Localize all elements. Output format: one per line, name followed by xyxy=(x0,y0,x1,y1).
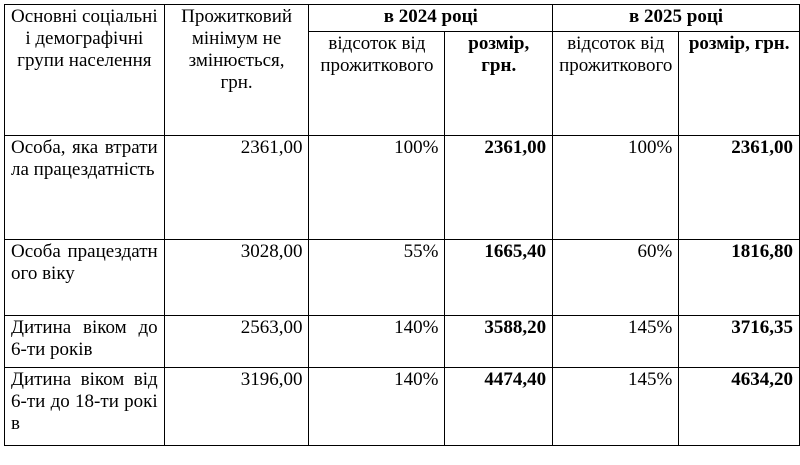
header-year-2024: в 2024 році xyxy=(309,5,553,32)
percent-2025-cell: 60% xyxy=(553,240,679,316)
group-cell: Дитина віком від 6-ти до 18-ти років xyxy=(5,368,165,446)
min-cell: 3028,00 xyxy=(164,240,309,316)
size-2025-cell: 2361,00 xyxy=(679,136,800,240)
header-percent-2024: відсоток від прожиткового xyxy=(309,32,445,136)
size-2024-cell: 4474,40 xyxy=(445,368,553,446)
group-cell: Особа працездатного віку xyxy=(5,240,165,316)
header-size-2024: розмір, грн. xyxy=(445,32,553,136)
header-year-2025: в 2025 році xyxy=(553,5,800,32)
percent-2024-cell: 100% xyxy=(309,136,445,240)
table-row xyxy=(5,136,800,240)
percent-2024-cell: 140% xyxy=(309,368,445,446)
size-2025-cell: 4634,20 xyxy=(679,368,800,446)
percent-2024-cell: 55% xyxy=(309,240,445,316)
percent-2024-cell: 140% xyxy=(309,316,445,368)
header-group: Основні соціальні і демографічні групи населення xyxy=(5,5,165,136)
percent-2025-cell: 145% xyxy=(553,368,679,446)
subsistence-minimum-table xyxy=(4,4,800,446)
size-2024-cell: 1665,40 xyxy=(445,240,553,316)
document-page xyxy=(4,4,800,446)
min-cell: 3196,00 xyxy=(164,368,309,446)
size-2025-cell: 3716,35 xyxy=(679,316,800,368)
group-cell: Особа, яка втратила працездатність xyxy=(5,136,165,240)
min-cell: 2563,00 xyxy=(164,316,309,368)
header-size-2025: розмір, грн. xyxy=(679,32,800,136)
header-row-1 xyxy=(5,5,800,32)
table-row xyxy=(5,240,800,316)
min-cell: 2361,00 xyxy=(164,136,309,240)
table-row xyxy=(5,368,800,446)
header-percent-2025: відсоток від прожиткового xyxy=(553,32,679,136)
table-row xyxy=(5,316,800,368)
size-2024-cell: 3588,20 xyxy=(445,316,553,368)
size-2024-cell: 2361,00 xyxy=(445,136,553,240)
percent-2025-cell: 145% xyxy=(553,316,679,368)
size-2025-cell: 1816,80 xyxy=(679,240,800,316)
header-subsistence-minimum: Прожитковий мінімум не змінюється, грн. xyxy=(164,5,309,136)
group-cell: Дитина віком до 6-ти років xyxy=(5,316,165,368)
percent-2025-cell: 100% xyxy=(553,136,679,240)
